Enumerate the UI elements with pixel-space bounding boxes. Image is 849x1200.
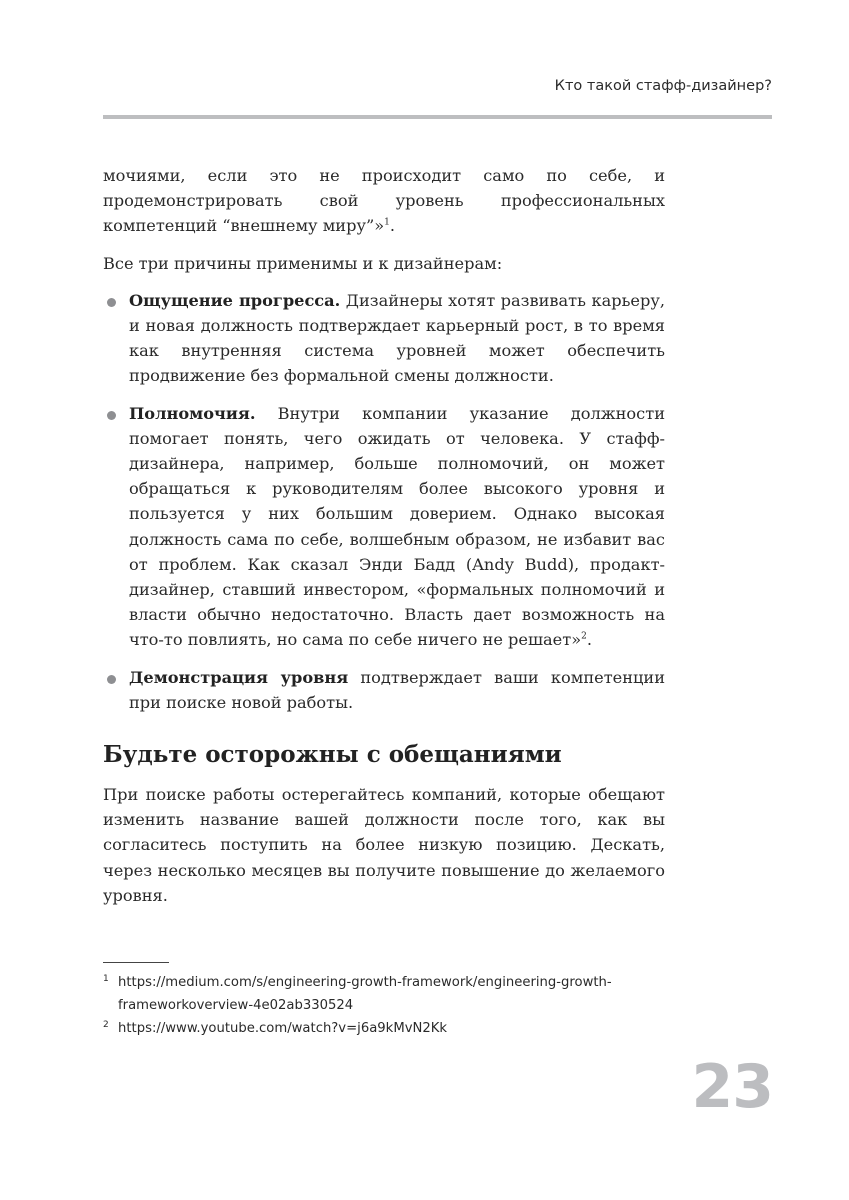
paragraph-text: мочиями, если это не происходит само по себе, и продемонстрировать свой уровень профессиональных компетенций “внешнему миру”» [103,166,665,236]
paragraph-trail: . [389,216,396,236]
list-item-term: Ощущение прогресса. [129,290,341,310]
reasons-list [103,288,665,715]
footnote-item [103,1017,683,1040]
section-heading: Будьте осторожны с обещаниями [103,741,562,769]
footnote-ref-2[interactable]: 2 [581,632,587,643]
list-item [103,288,665,389]
footnote-item [103,971,683,1017]
bullet-icon [107,411,116,420]
footnotes [103,971,683,1040]
paragraph-intro: Все три причины применимы и к дизайнерам: [103,253,503,273]
header-rule [103,115,772,119]
footnote-number: 1 [103,974,109,984]
bullet-icon [107,298,116,307]
list-item-text: подтверждает ваши компетенции при поиске новой работы. [129,667,666,712]
list-item [103,401,665,653]
footnote-divider [103,962,169,963]
list-item-text: Внутри компании указание должности помогает понять, чего ожидать от человека. У стафф-дизайнера, например, больше полномочий, он может обращаться к руководителям более высокого уровня и пользуется у них большим доверием. Однако высокая должность сама по себе, волшебным образом, не избавит вас от проблем. Как сказал Энди Бадд (Andy Budd), продакт-дизайнер, ставший инвестором, «формальных полномочий и власти обычно недостаточно. Власть дает возможность на что-то повлиять, но сама по себе ничего не решает» [129,403,665,650]
running-header-title: Кто такой стафф-дизайнер? [554,78,772,94]
list-item-trail: . [586,630,593,650]
footnote-link[interactable]: https://medium.com/s/engineering-growth-framework/engineering-growth-frameworkoverview-4e02ab330524 [118,975,612,1013]
page-number: 23 [691,1052,773,1122]
footnote-link[interactable]: https://www.youtube.com/watch?v=j6a9kMvN2Kk [118,1021,448,1036]
list-item-text: Дизайнеры хотят развивать карьеру, и новая должность подтверждает карьерный рост, в то время как внутренняя система уровней может обеспечить продвижение без формальной смены должности. [129,290,666,386]
paragraph-continuation [103,163,665,239]
list-item [103,665,665,715]
footnote-ref-1[interactable]: 1 [384,218,390,229]
list-item-term: Демонстрация уровня [129,667,349,687]
footnote-number: 2 [103,1020,109,1030]
paragraph-section: При поиске работы остерегайтесь компаний, которые обещают изменить название вашей должности после того, как вы согласитесь поступить на более низкую позицию. Дескать, через несколько месяцев вы получите повышение до желаемого уровня. [103,785,665,905]
page-content [103,163,665,920]
list-item-term: Полномочия. [129,403,256,423]
bullet-icon [107,675,116,684]
